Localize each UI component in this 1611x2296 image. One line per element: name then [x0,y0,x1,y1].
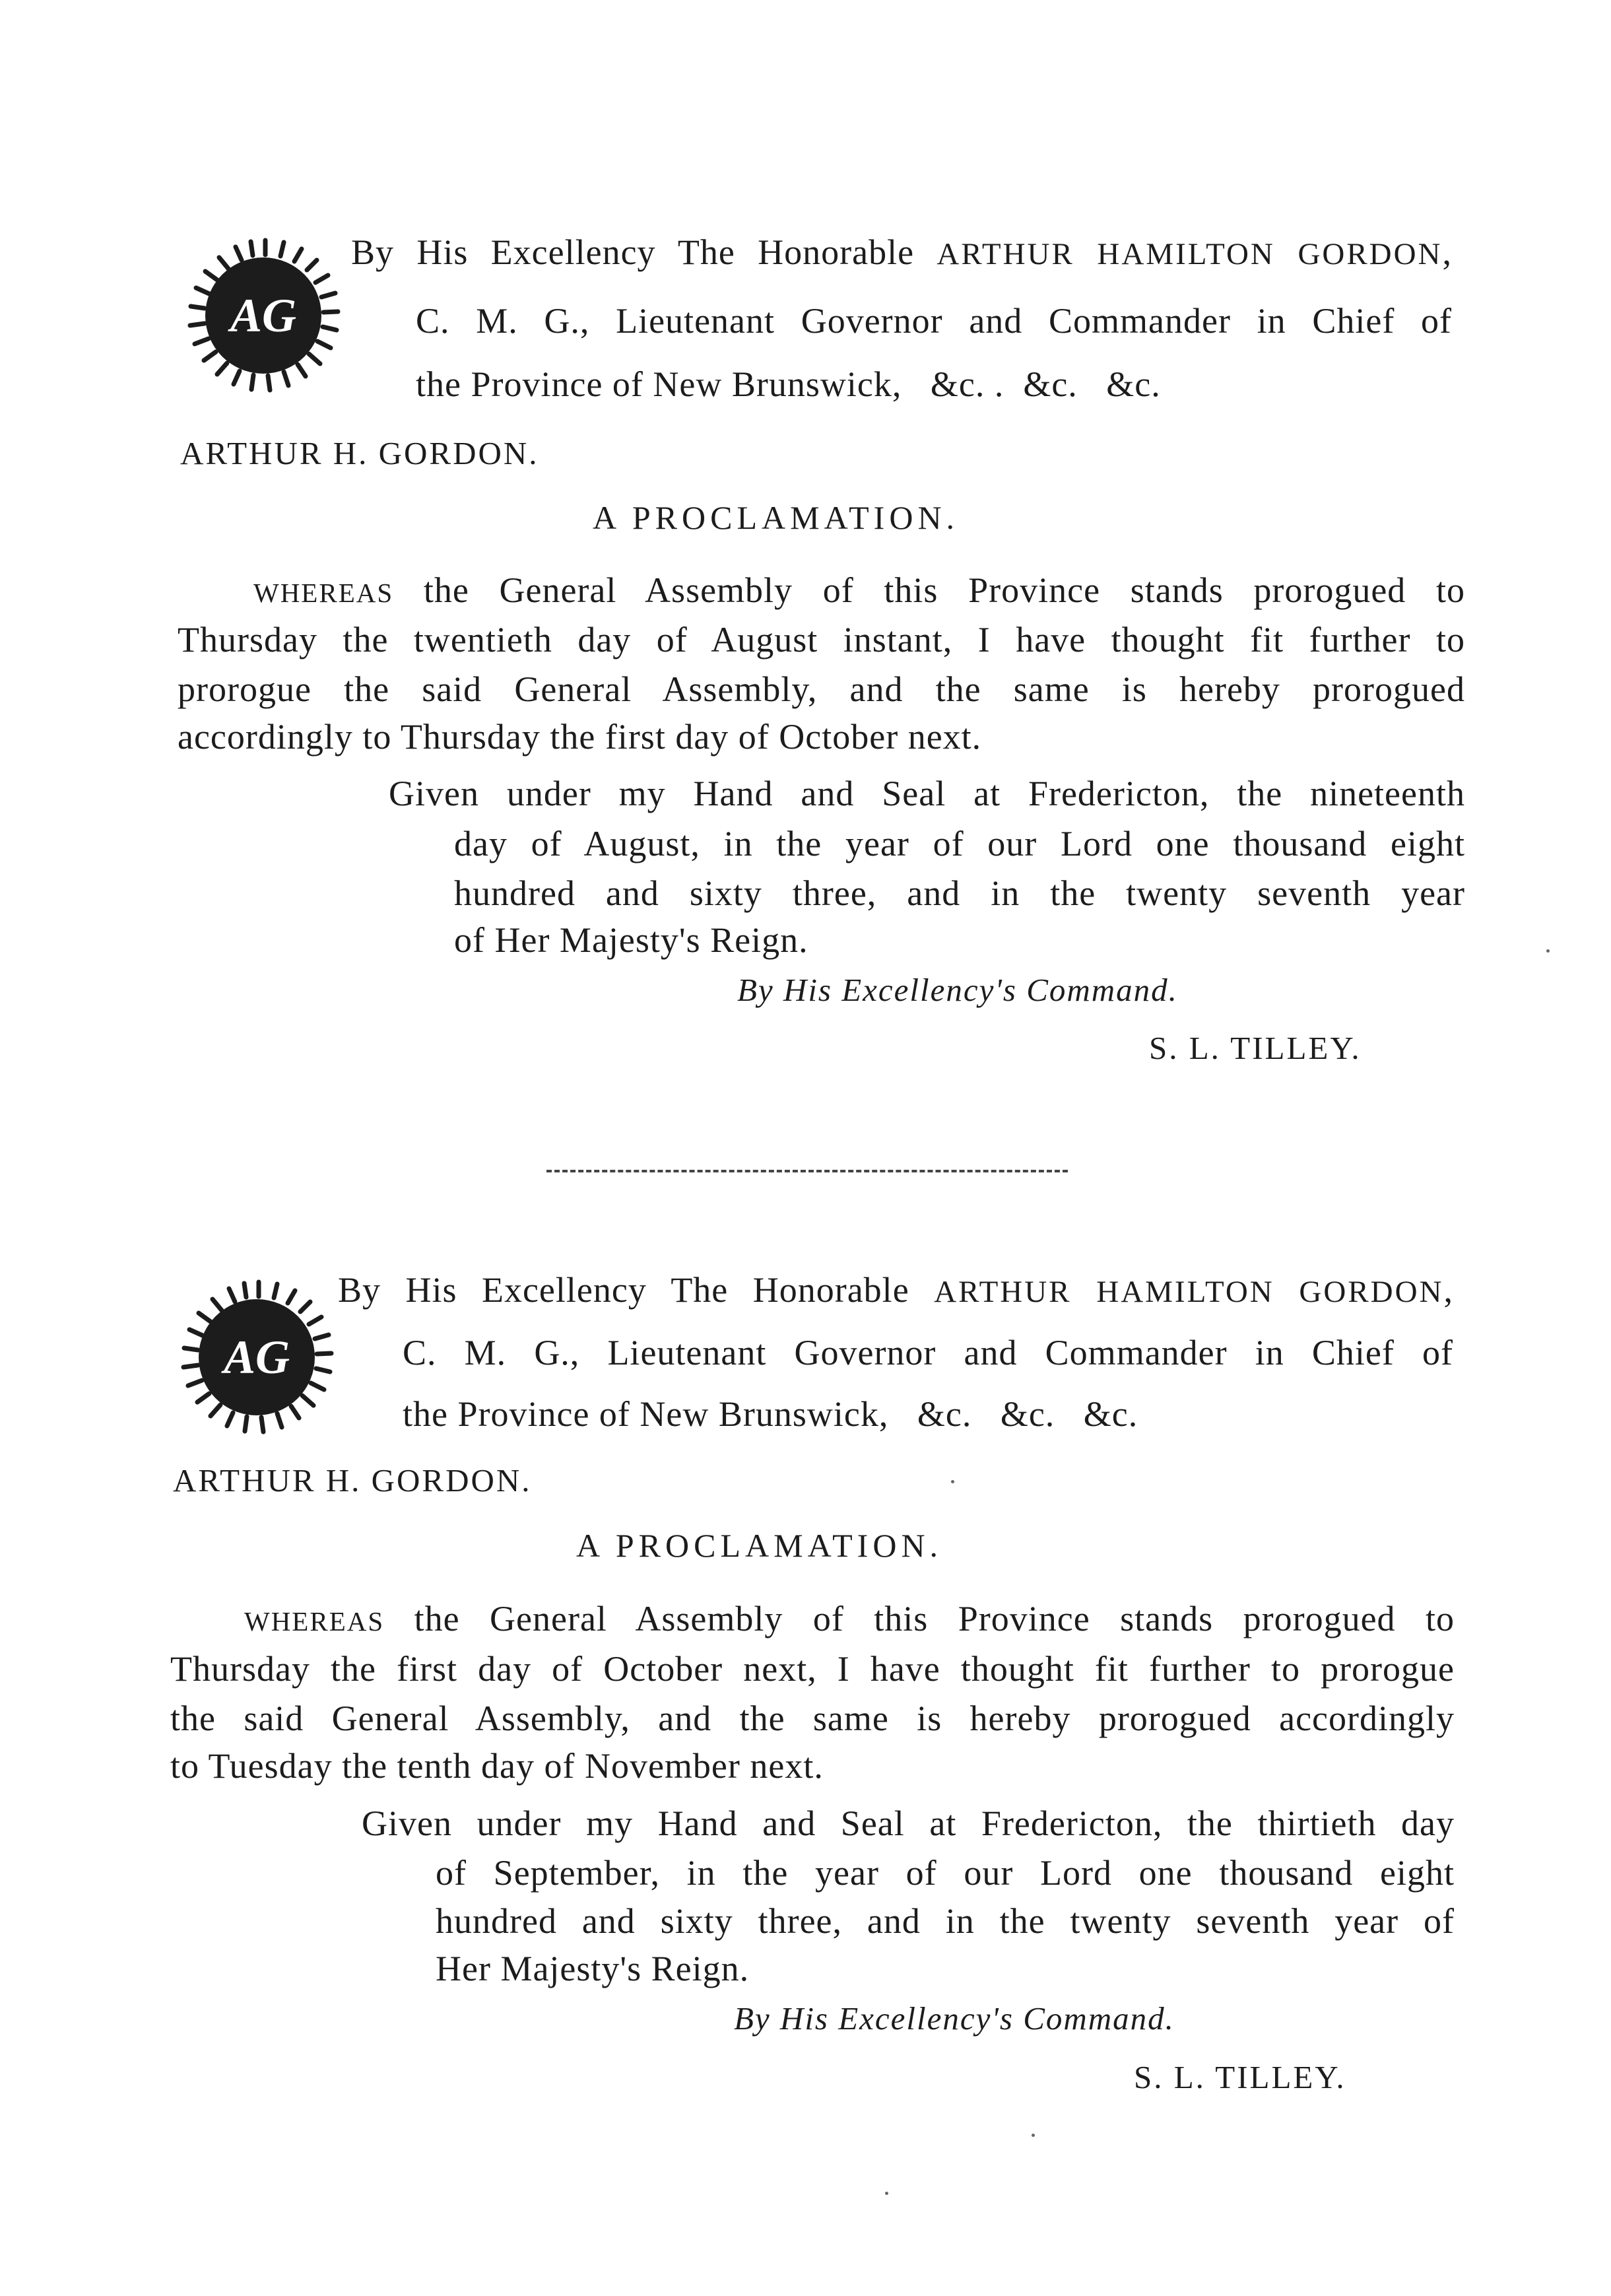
command-line: By His Excellency's Command. [734,2000,1175,2037]
seal-monogram: AG [223,1331,290,1384]
given-line-3: hundred and sixty three, and in the twenty seventh year [454,873,1465,913]
print-speck [885,2192,888,2195]
secretary-signature: S. L. TILLEY. [1149,1030,1362,1066]
print-speck [1032,2134,1035,2137]
body-line-1: WHEREAS the General Assembly of this Province stands prorogued to [253,570,1465,610]
proclamation-title: A PROCLAMATION. [593,499,960,536]
governor-signature: ARTHUR H. GORDON. [173,1462,532,1499]
preamble-line-1: By His Excellency The Honorable ARTHUR HAMILTON GORDON, [351,232,1453,272]
section-divider [546,1170,1068,1172]
body-line-2: Thursday the twentieth day of August instant, I have thought fit further to [178,620,1465,659]
preamble-line-3: the Province of New Brunswick, &c. . &c. &c. [416,364,1161,404]
given-line-2: day of August, in the year of our Lord one thousand eight [454,824,1465,863]
body-line-1: WHEREAS the General Assembly of this Province stands prorogued to [244,1599,1455,1638]
secretary-signature: S. L. TILLEY. [1134,2059,1346,2095]
body-line-4: to Tuesday the tenth day of November next. [170,1746,824,1786]
governor-name: ARTHUR HAMILTON GORDON [934,1275,1444,1309]
command-line: By His Excellency's Command. [737,972,1178,1008]
given-line-2: of September, in the year of our Lord one thousand eight [436,1853,1455,1893]
body-line-2: Thursday the first day of October next, I have thought fit further to prorogue [170,1649,1455,1689]
proclamation-title: A PROCLAMATION. [576,1527,943,1564]
given-line-4: Her Majesty's Reign. [436,1949,750,1988]
whereas-lead: WHEREAS [253,578,394,608]
seal-2 [180,1279,338,1438]
body-line-3: prorogue the said General Assembly, and the same is hereby prorogued [178,669,1465,709]
preamble-line-2: C. M. G., Lieutenant Governor and Commander in Chief of [416,301,1452,341]
given-line-3: hundred and sixty three, and in the twenty seventh year of [436,1901,1455,1941]
given-line-4: of Her Majesty's Reign. [454,920,808,960]
print-speck [1546,949,1550,953]
preamble-line-3: the Province of New Brunswick, &c. &c. &c. [403,1394,1138,1434]
print-speck [951,1480,954,1483]
body-line-3: the said General Assembly, and the same is hereby prorogued accordingly [170,1699,1455,1738]
preamble-line-1: By His Excellency The Honorable ARTHUR HAMILTON GORDON, [338,1270,1453,1310]
body-line-4: accordingly to Thursday the first day of October next. [178,717,982,757]
whereas-lead: WHEREAS [244,1606,385,1637]
seal-1 [186,238,345,396]
given-line-1: Given under my Hand and Seal at Fredericton, the nineteenth [389,774,1465,813]
seal-monogram: AG [230,289,297,342]
preamble-line-2: C. M. G., Lieutenant Governor and Commander in Chief of [403,1333,1453,1372]
governor-name: ARTHUR HAMILTON GORDON [937,237,1443,271]
governor-signature: ARTHUR H. GORDON. [180,435,539,471]
given-line-1: Given under my Hand and Seal at Fredericton, the thirtieth day [362,1804,1455,1843]
